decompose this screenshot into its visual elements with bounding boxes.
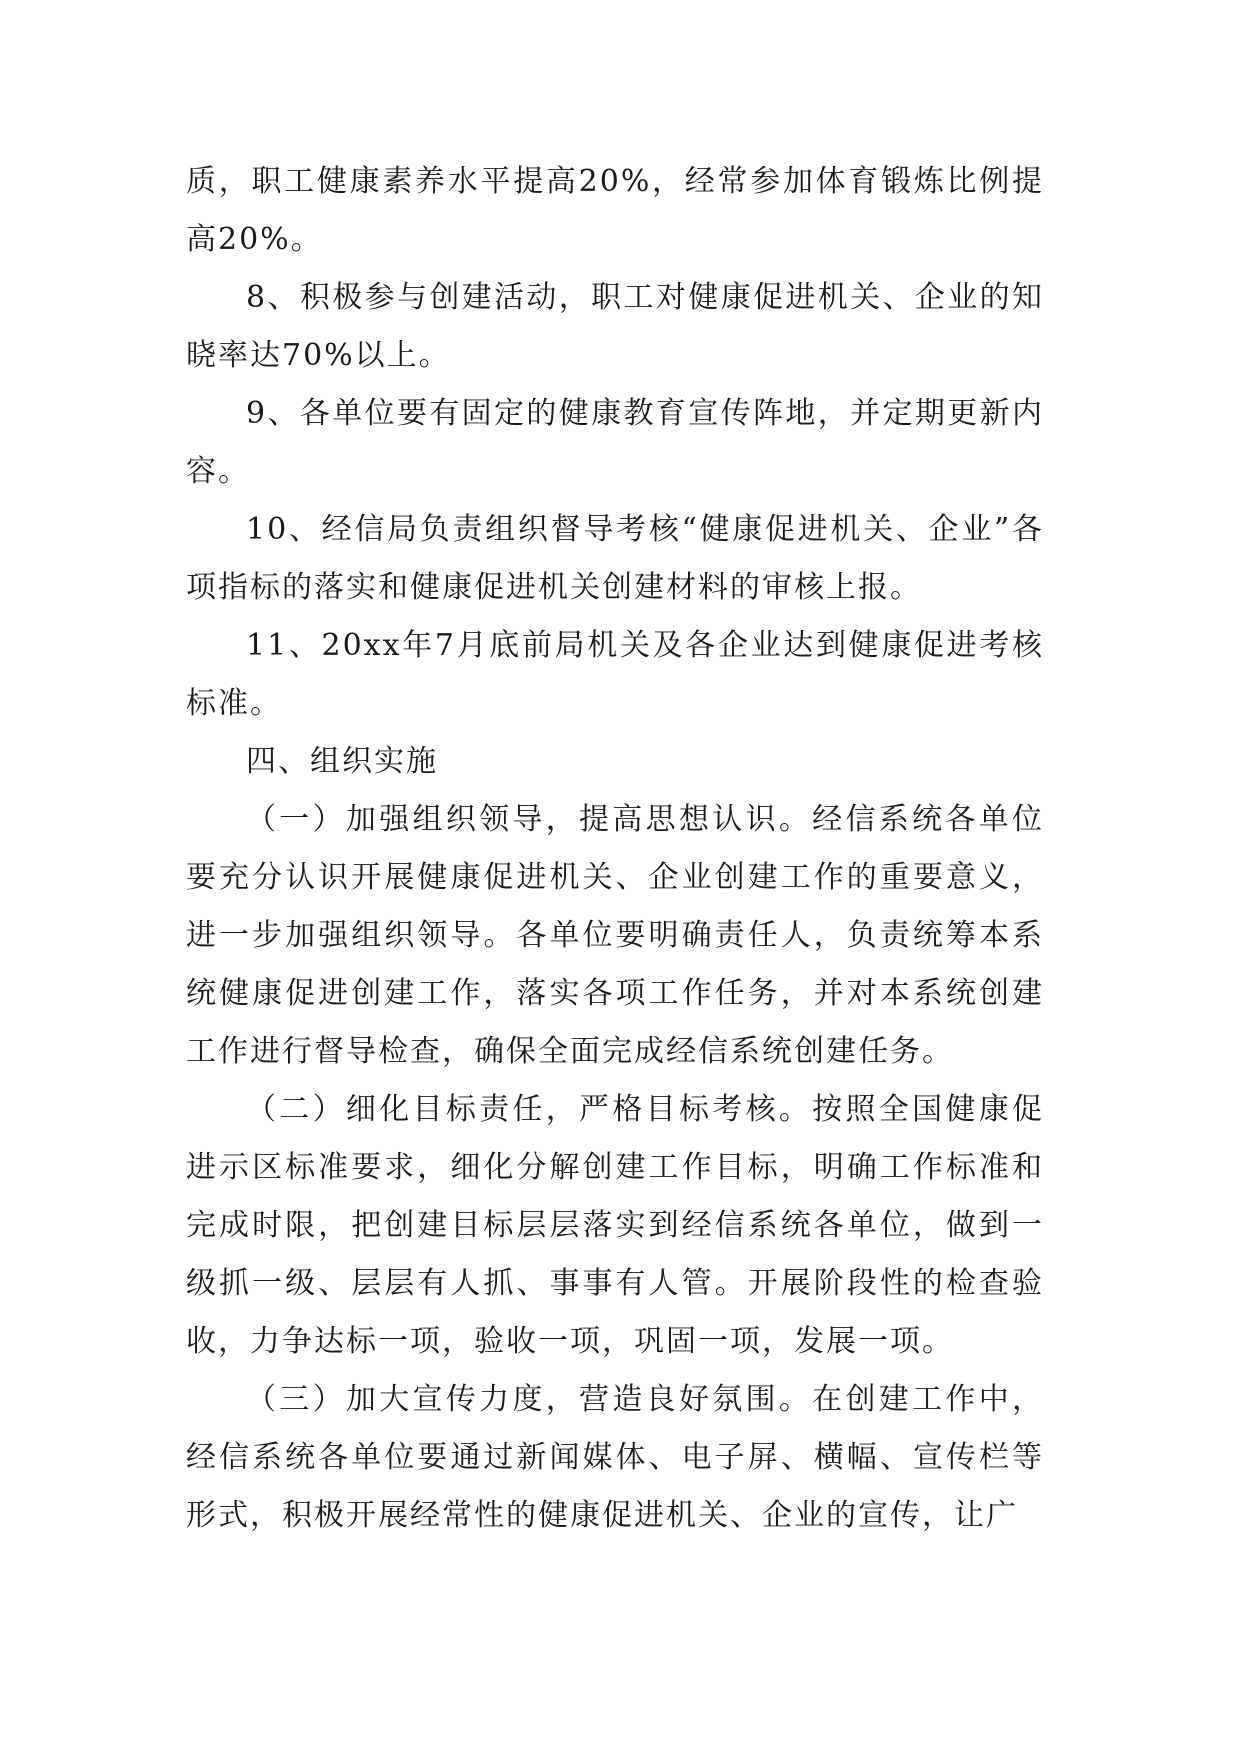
document-body xyxy=(186,153,1044,1545)
paragraph-item-8: 8、积极参与创建活动，职工对健康促进机关、企业的知晓率达70%以上。 xyxy=(186,280,1044,373)
paragraph-item-10: 10、经信局负责组织督导考核“健康促进机关、企业”各项指标的落实和健康促进机关创建材料的审核上报。 xyxy=(186,512,1044,605)
paragraph-section-3: （三）加大宣传力度，营造良好氛围。在创建工作中，经信系统各单位要通过新闻媒体、电子屏、横幅、宣传栏等形式，积极开展经常性的健康促进机关、企业的宣传，让广 xyxy=(186,1382,1044,1533)
paragraph-item-11: 11、20xx年7月底前局机关及各企业达到健康促进考核标准。 xyxy=(186,628,1044,721)
paragraph-continuation: 质，职工健康素养水平提高20%，经常参加体育锻炼比例提高20%。 xyxy=(186,164,1044,257)
paragraph-section-1: （一）加强组织领导，提高思想认识。经信系统各单位要充分认识开展健康促进机关、企业创建工作的重要意义，进一步加强组织领导。各单位要明确责任人，负责统筹本系统健康促进创建工作，落实各项工作任务，并对本系统创建工作进行督导检查，确保全面完成经信系统创建任务。 xyxy=(186,802,1044,1069)
paragraph-section-2: （二）细化目标责任，严格目标考核。按照全国健康促进示区标准要求，细化分解创建工作目标，明确工作标准和完成时限，把创建目标层层落实到经信系统各单位，做到一级抓一级、层层有人抓、事事有人管。开展阶段性的检查验收，力争达标一项，验收一项，巩固一项，发展一项。 xyxy=(186,1092,1044,1359)
paragraph-item-9: 9、各单位要有固定的健康教育宣传阵地，并定期更新内容。 xyxy=(186,396,1044,489)
section-heading-organize: 四、组织实施 xyxy=(246,744,438,779)
